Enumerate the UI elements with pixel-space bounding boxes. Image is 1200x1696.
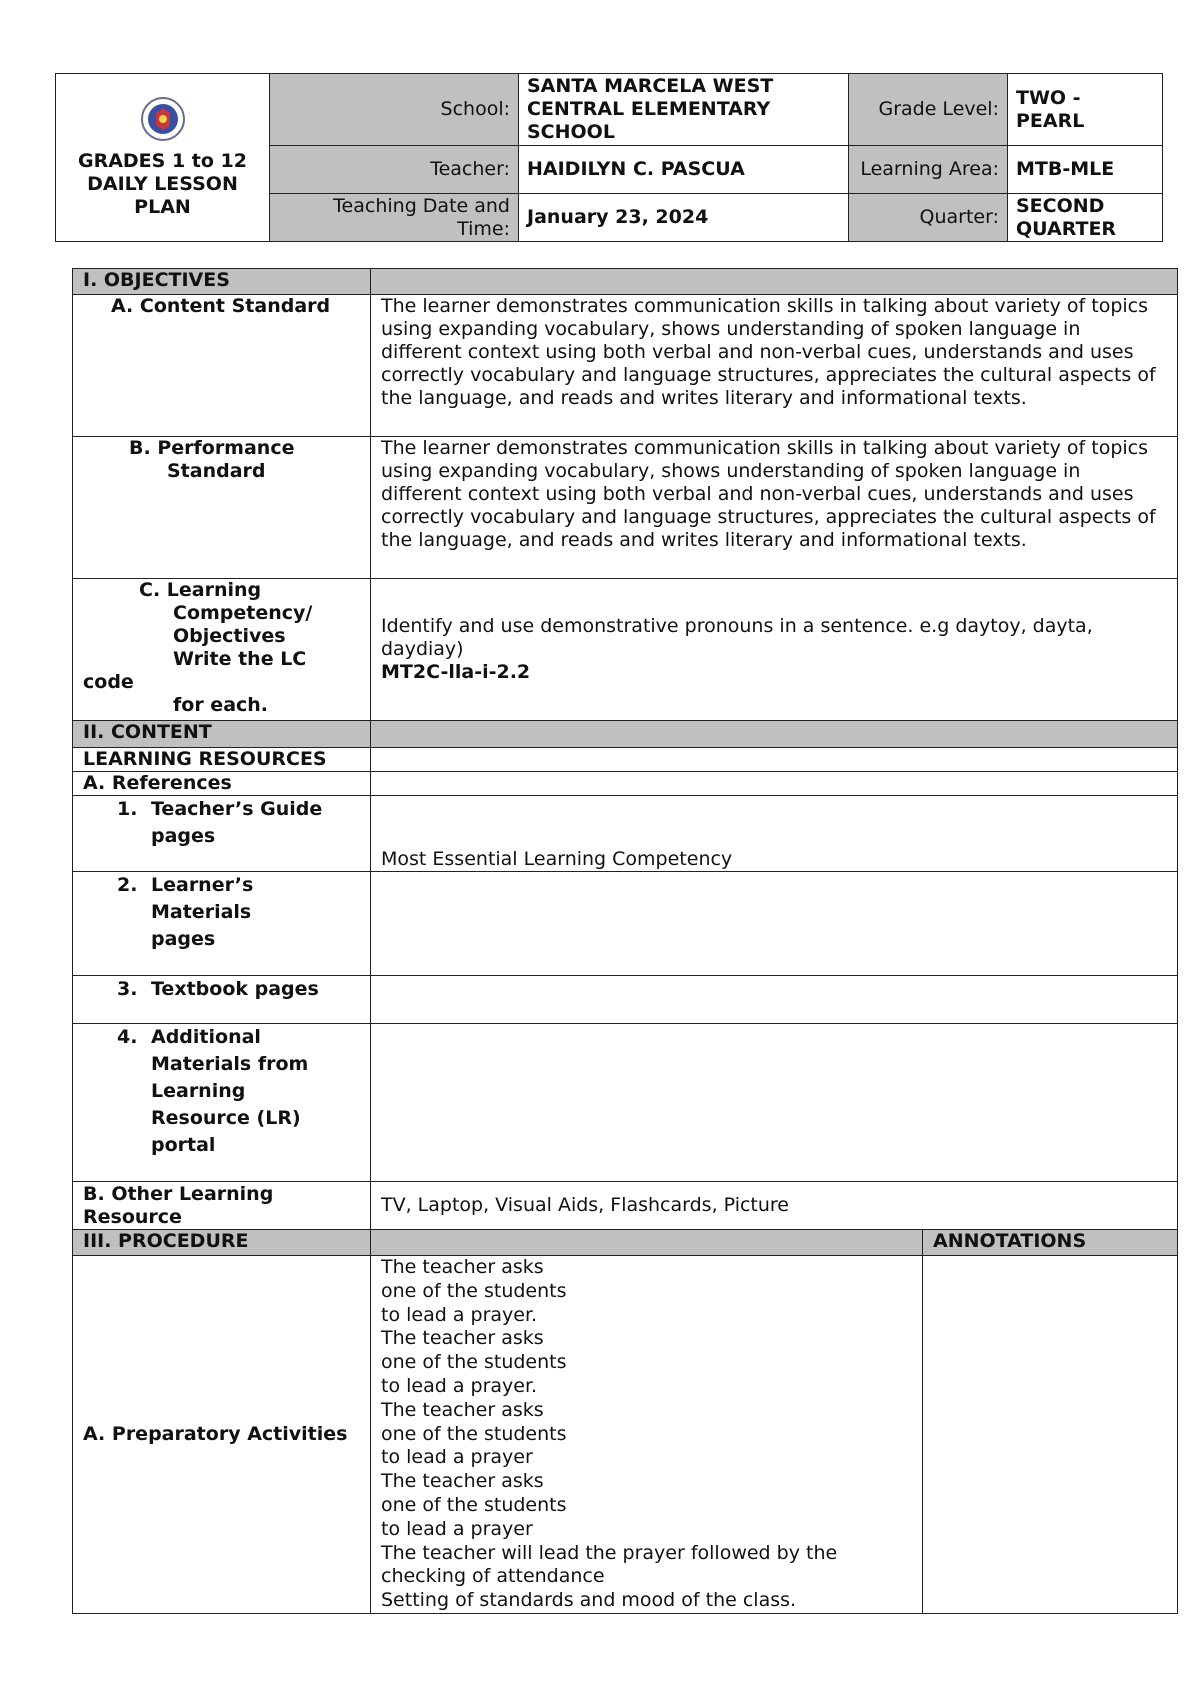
header-table — [55, 73, 1163, 242]
other-resources-value: TV, Laptop, Visual Aids, Flashcards, Picture — [371, 1182, 1178, 1230]
procedure-line: to lead a prayer — [381, 1517, 533, 1540]
school-label: School: — [270, 74, 519, 146]
procedure-line: to lead a prayer. — [381, 1303, 538, 1326]
teachers-guide-label — [73, 796, 371, 872]
grade-label: Grade Level: — [849, 74, 1008, 146]
learning-resources-empty — [371, 748, 1178, 772]
performance-standard-label — [73, 437, 371, 579]
performance-label-line: B. Performance — [129, 437, 295, 459]
competency-label-line: C. Learning — [139, 579, 262, 601]
learners-materials-empty — [371, 872, 1178, 976]
item-number: 3. — [117, 978, 138, 1000]
teacher-value: HAIDILYN C. PASCUA — [519, 146, 849, 194]
item-number: 2. — [117, 874, 138, 896]
competency-cell — [371, 579, 1178, 721]
content-standard-label: A. Content Standard — [73, 295, 371, 437]
procedure-line: one of the students — [381, 1422, 567, 1445]
teachers-guide-value: Most Essential Learning Competency — [371, 796, 1178, 872]
lc-code: MT2C-lla-i-2.2 — [381, 661, 531, 683]
content-heading: II. CONTENT — [73, 721, 371, 748]
item-number: 4. — [117, 1026, 138, 1048]
dlp-title-cell — [56, 74, 270, 242]
area-value: MTB-MLE — [1008, 146, 1163, 194]
objectives-heading: I. OBJECTIVES — [73, 269, 371, 295]
objectives-heading-fill — [371, 269, 1178, 295]
content-heading-fill — [371, 721, 1178, 748]
references-empty — [371, 772, 1178, 796]
performance-standard-text: The learner demonstrates communication skills in talking about variety of topics using expanding vocabulary, shows understanding of spoken language in different context using both verbal and non-verbal cues, understands and uses correctly vocabulary and language structures, appreciates the cultural aspects of the language, and reads and writes literary and informational texts. — [371, 437, 1178, 579]
procedure-line: The teacher will lead the prayer followed by the checking of attendance — [381, 1541, 838, 1588]
additional-materials-empty — [371, 1024, 1178, 1182]
school-value: SANTA MARCELA WEST CENTRAL ELEMENTARY SCHOOL — [519, 74, 849, 146]
learning-resources-label: LEARNING RESOURCES — [73, 748, 371, 772]
competency-label-line: for each. — [173, 694, 269, 716]
other-resources-label: B. Other Learning Resource — [73, 1182, 371, 1230]
dlp-title: GRADES 1 to 12 DAILY LESSON PLAN — [77, 150, 247, 218]
procedure-line: one of the students — [381, 1279, 567, 1302]
annotations-heading: ANNOTATIONS — [923, 1230, 1178, 1256]
date-label: Teaching Date and Time: — [270, 194, 519, 242]
competency-label-line: Write the LC — [173, 648, 307, 670]
procedure-heading-fill — [371, 1230, 923, 1256]
annotations-empty — [923, 1256, 1178, 1614]
quarter-value: SECOND QUARTER — [1008, 194, 1163, 242]
procedure-line: to lead a prayer — [381, 1446, 533, 1469]
lesson-plan-table — [72, 268, 1178, 1614]
references-label: A. References — [73, 772, 371, 796]
quarter-label: Quarter: — [849, 194, 1008, 242]
competency-label-line: code — [83, 671, 134, 693]
preparatory-content — [371, 1256, 923, 1614]
additional-materials-label — [73, 1024, 371, 1182]
procedure-line: The teacher asks — [381, 1256, 544, 1278]
textbook-label — [73, 976, 371, 1024]
competency-text: Identify and use demonstrative pronouns in a sentence. e.g daytoy, dayta, daydiay) — [381, 615, 1093, 660]
textbook-empty — [371, 976, 1178, 1024]
teacher-label: Teacher: — [270, 146, 519, 194]
competency-label-line: Competency/ — [173, 602, 313, 624]
deped-seal-icon — [140, 96, 186, 142]
competency-label — [73, 579, 371, 721]
content-standard-text: The learner demonstrates communication skills in talking about variety of topics using expanding vocabulary, shows understanding of spoken language in different context using both verbal and non-verbal cues, understands and uses correctly vocabulary and language structures, appreciates the cultural aspects of the language, and reads and writes literary and informational texts. — [371, 295, 1178, 437]
area-label: Learning Area: — [849, 146, 1008, 194]
competency-label-line: Objectives — [173, 625, 286, 647]
procedure-line: The teacher asks — [381, 1398, 544, 1421]
grade-value: TWO - PEARL — [1008, 74, 1163, 146]
performance-label-line: Standard — [167, 460, 266, 482]
learners-materials-label — [73, 872, 371, 976]
item-label: Learner’s Materials pages — [151, 874, 254, 950]
procedure-line: The teacher asks — [381, 1327, 544, 1350]
date-value: January 23, 2024 — [519, 194, 849, 242]
item-label: Textbook pages — [151, 978, 319, 1000]
item-number: 1. — [117, 798, 138, 820]
item-label: Teacher’s Guide pages — [151, 798, 323, 847]
procedure-line: to lead a prayer. — [381, 1374, 538, 1397]
procedure-line: one of the students — [381, 1493, 567, 1516]
preparatory-label: A. Preparatory Activities — [73, 1256, 371, 1614]
procedure-line: Setting of standards and mood of the class. — [381, 1589, 797, 1612]
procedure-heading: III. PROCEDURE — [73, 1230, 371, 1256]
item-label: Additional Materials from Learning Resource (LR) portal — [151, 1026, 309, 1156]
procedure-line: one of the students — [381, 1351, 567, 1374]
procedure-line: The teacher asks — [381, 1470, 544, 1493]
